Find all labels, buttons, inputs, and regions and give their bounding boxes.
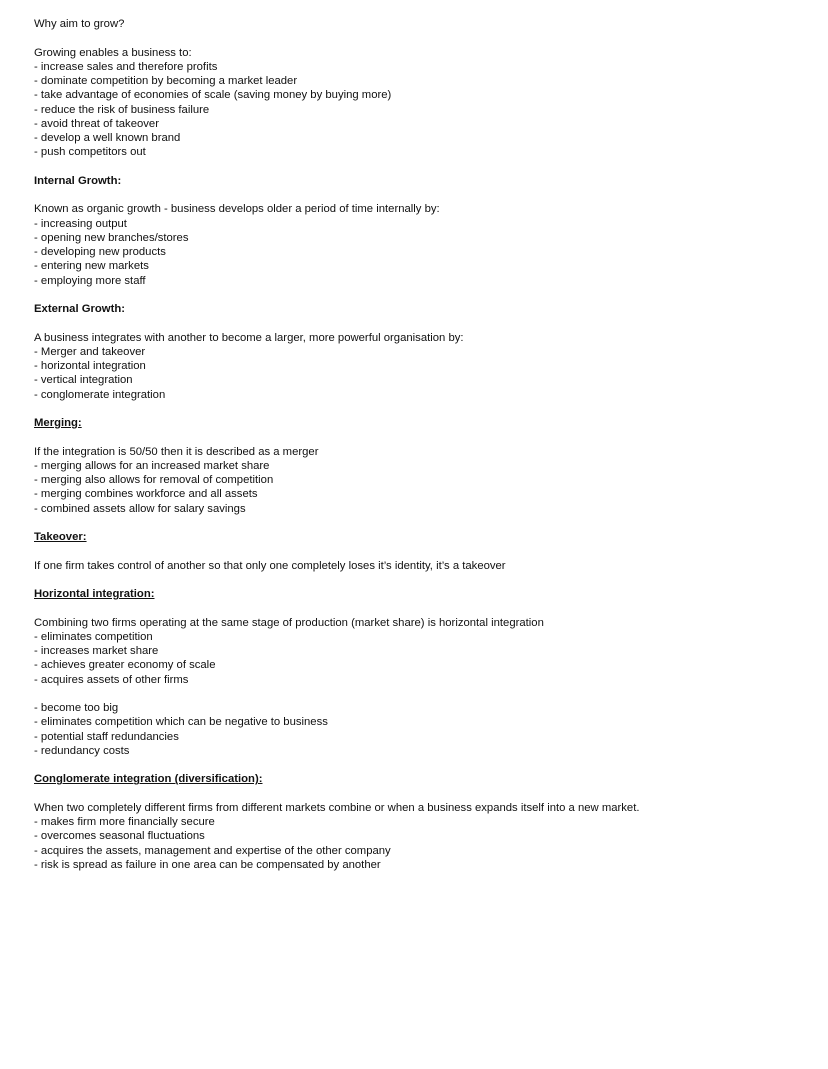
intro-list <box>34 60 654 160</box>
intro-lead: Growing enables a business to: <box>34 46 192 59</box>
list-item: - push competitors out <box>34 145 654 159</box>
list-item: - eliminates competition <box>34 630 654 644</box>
list-item: - Merger and takeover <box>34 345 654 359</box>
spacer <box>34 188 654 202</box>
merging-list <box>34 459 654 516</box>
list-item: - merging combines workforce and all assets <box>34 487 654 501</box>
list-item: - conglomerate integration <box>34 388 654 402</box>
list-item: - dominate competition by becoming a market leader <box>34 74 654 88</box>
intro-title: Why aim to grow? <box>34 18 125 30</box>
spacer <box>34 31 654 45</box>
takeover-heading: Takeover: <box>34 531 87 543</box>
list-item: - acquires assets of other firms <box>34 673 654 687</box>
list-item: - merging allows for an increased market share <box>34 459 654 473</box>
list-item: - acquires the assets, management and expertise of the other company <box>34 844 654 858</box>
spacer <box>34 544 654 558</box>
list-item: - entering new markets <box>34 259 654 273</box>
list-item: - achieves greater economy of scale <box>34 658 654 672</box>
list-item: - develop a well known brand <box>34 131 654 145</box>
spacer <box>34 288 654 302</box>
list-item: - employing more staff <box>34 274 654 288</box>
external-growth-heading: External Growth: <box>34 303 126 315</box>
horizontal-advantages-list <box>34 630 654 687</box>
list-item: - vertical integration <box>34 373 654 387</box>
merging-heading: Merging: <box>34 417 82 429</box>
list-item: - potential staff redundancies <box>34 730 654 744</box>
list-item: - overcomes seasonal fluctuations <box>34 829 654 843</box>
spacer <box>34 516 654 530</box>
internal-growth-list <box>34 217 654 288</box>
list-item: - eliminates competition which can be negative to business <box>34 715 654 729</box>
spacer <box>34 758 654 772</box>
list-item: - merging also allows for removal of competition <box>34 473 654 487</box>
document-page <box>34 17 654 872</box>
spacer <box>34 573 654 587</box>
spacer <box>34 160 654 174</box>
external-growth-lead: A business integrates with another to become a larger, more powerful organisation by: <box>34 331 464 344</box>
list-item: - makes firm more financially secure <box>34 815 654 829</box>
spacer <box>34 430 654 444</box>
list-item: - risk is spread as failure in one area can be compensated by another <box>34 858 654 872</box>
list-item: - developing new products <box>34 245 654 259</box>
takeover-lead: If one firm takes control of another so that only one completely loses it’s identity, it’s a takeover <box>34 559 506 572</box>
horizontal-disadvantages-list <box>34 701 654 758</box>
conglomerate-list <box>34 815 654 872</box>
list-item: - increasing output <box>34 217 654 231</box>
list-item: - avoid threat of takeover <box>34 117 654 131</box>
spacer <box>34 402 654 416</box>
conglomerate-integration-heading: Conglomerate integration (diversification): <box>34 773 263 786</box>
list-item: - redundancy costs <box>34 744 654 758</box>
horizontal-integration-heading: Horizontal integration: <box>34 588 155 600</box>
list-item: - horizontal integration <box>34 359 654 373</box>
list-item: - combined assets allow for salary savings <box>34 502 654 516</box>
list-item: - take advantage of economies of scale (saving money by buying more) <box>34 88 654 102</box>
list-item: - opening new branches/stores <box>34 231 654 245</box>
spacer <box>34 787 654 801</box>
horizontal-integration-lead: Combining two firms operating at the same stage of production (market share) is horizontal integration <box>34 616 544 629</box>
spacer <box>34 601 654 615</box>
spacer <box>34 687 654 701</box>
list-item: - increases market share <box>34 644 654 658</box>
list-item: - become too big <box>34 701 654 715</box>
list-item: - reduce the risk of business failure <box>34 103 654 117</box>
external-growth-list <box>34 345 654 402</box>
internal-growth-lead: Known as organic growth - business develops older a period of time internally by: <box>34 203 440 216</box>
merging-lead: If the integration is 50/50 then it is described as a merger <box>34 445 319 458</box>
list-item: - increase sales and therefore profits <box>34 60 654 74</box>
conglomerate-integration-lead: When two completely different firms from different markets combine or when a business expands itself into a new market. <box>34 801 640 814</box>
spacer <box>34 316 654 330</box>
internal-growth-heading: Internal Growth: <box>34 174 122 187</box>
